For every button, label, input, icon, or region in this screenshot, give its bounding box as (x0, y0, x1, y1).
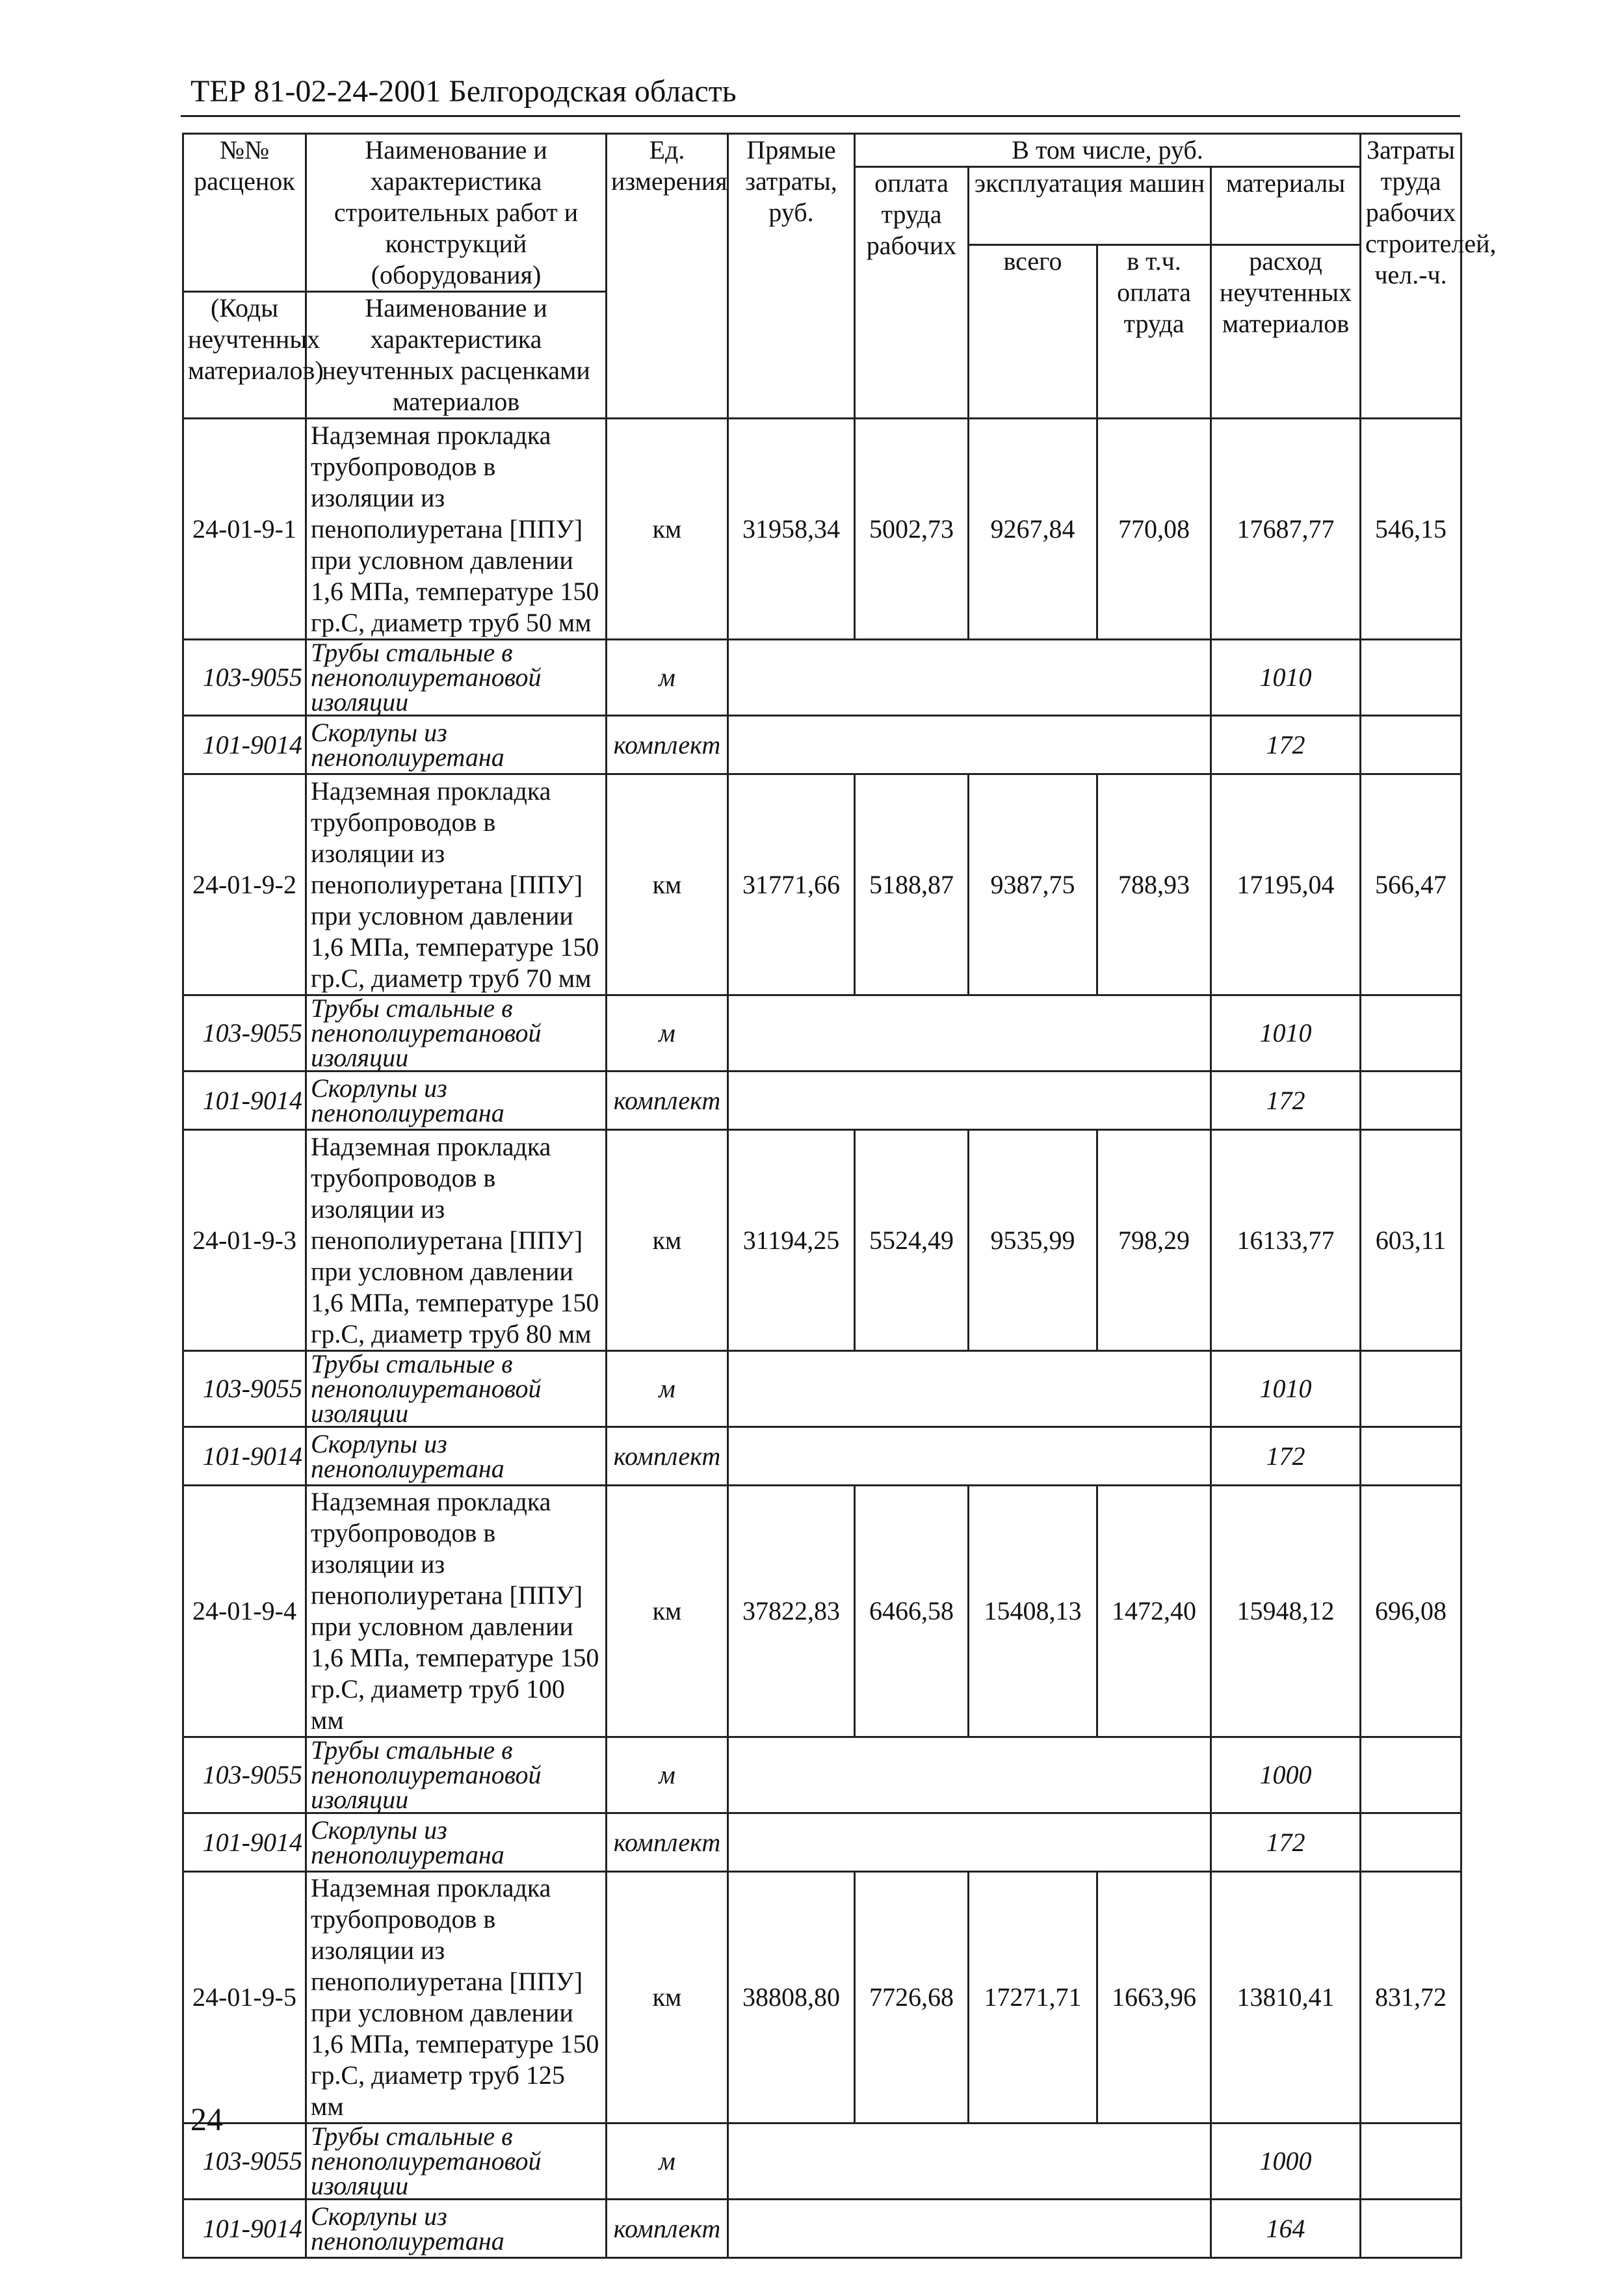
material-row (183, 2124, 1461, 2200)
rate-code: 24-01-9-3 (183, 1130, 306, 1351)
material-blank-end (1361, 2124, 1461, 2200)
rate-machines-labor: 788,93 (1097, 774, 1211, 995)
material-unit: м (607, 640, 728, 716)
header-machines: эксплуатация машин (969, 167, 1211, 245)
rate-direct-cost: 37822,83 (728, 1486, 855, 1737)
rate-labor-pay: 6466,58 (855, 1486, 969, 1737)
rate-direct-cost: 38808,80 (728, 1872, 855, 2124)
rate-materials: 17687,77 (1211, 419, 1361, 640)
material-blank (728, 1072, 1211, 1130)
material-row (183, 1072, 1461, 1130)
rate-name: Надземная прокладка трубопроводов в изоляции из пенополиуретана [ППУ] при условном давлении 1,6 МПа, температуре 150 гр.С, диаметр труб 50 мм (306, 419, 607, 640)
material-quantity: 172 (1211, 1072, 1361, 1130)
material-unit: комплект (607, 716, 728, 774)
material-code: 103-9055 (183, 1351, 306, 1427)
material-blank (728, 1351, 1211, 1427)
material-name: Трубы стальные в пенополиуретановой изоляции (306, 640, 607, 716)
material-blank (728, 1813, 1211, 1872)
header-unit: Ед. измерения (607, 134, 728, 419)
material-quantity: 172 (1211, 716, 1361, 774)
page-number: 24 (190, 2101, 223, 2137)
material-blank (728, 1737, 1211, 1813)
rate-labor-hours: 603,11 (1361, 1130, 1461, 1351)
rate-machines-labor: 1663,96 (1097, 1872, 1211, 2124)
rate-code: 24-01-9-4 (183, 1486, 306, 1737)
material-code: 103-9055 (183, 995, 306, 1072)
material-code: 103-9055 (183, 640, 306, 716)
rate-machines-total: 17271,71 (969, 1872, 1097, 2124)
rate-name: Надземная прокладка трубопроводов в изоляции из пенополиуретана [ППУ] при условном давлении 1,6 МПа, температуре 150 гр.С, диаметр труб 80 мм (306, 1130, 607, 1351)
rate-direct-cost: 31771,66 (728, 774, 855, 995)
material-row (183, 716, 1461, 774)
rate-labor-pay: 5524,49 (855, 1130, 969, 1351)
material-quantity: 164 (1211, 2200, 1361, 2258)
material-row (183, 1427, 1461, 1486)
material-name: Скорлупы из пенополиуретана (306, 1072, 607, 1130)
rate-labor-hours: 831,72 (1361, 1872, 1461, 2124)
material-blank-end (1361, 995, 1461, 1072)
material-name: Трубы стальные в пенополиуретановой изоляции (306, 2124, 607, 2200)
table-row (183, 774, 1461, 995)
header-direct: Прямые затраты, руб. (728, 134, 855, 419)
rate-materials: 16133,77 (1211, 1130, 1361, 1351)
material-blank-end (1361, 1072, 1461, 1130)
material-unit: комплект (607, 1813, 728, 1872)
material-unit: комплект (607, 1072, 728, 1130)
material-row (183, 995, 1461, 1072)
header-incl: В том числе, руб. (855, 134, 1361, 167)
rate-code: 24-01-9-1 (183, 419, 306, 640)
material-name: Скорлупы из пенополиуретана (306, 716, 607, 774)
material-unit: комплект (607, 2200, 728, 2258)
material-code: 101-9014 (183, 1072, 306, 1130)
table-row (183, 419, 1461, 640)
material-blank (728, 1427, 1211, 1486)
header-mach-incl: в т.ч. оплата труда (1097, 245, 1211, 419)
table-row (183, 1130, 1461, 1351)
rate-code: 24-01-9-2 (183, 774, 306, 995)
header-mat-consumption: расход неучтенных материалов (1211, 245, 1361, 419)
header-code: №№ расценок (183, 134, 306, 292)
table-header (183, 134, 1497, 419)
header-labor-pay: оплата труда рабочих (855, 167, 969, 419)
material-unit: м (607, 1351, 728, 1427)
rate-unit: км (607, 419, 728, 640)
rate-labor-pay: 7726,68 (855, 1872, 969, 2124)
table-row (183, 1486, 1461, 1737)
header-rule (181, 115, 1460, 117)
rate-materials: 13810,41 (1211, 1872, 1361, 2124)
rate-machines-labor: 798,29 (1097, 1130, 1211, 1351)
material-blank (728, 2200, 1211, 2258)
rate-code: 24-01-9-5 (183, 1872, 306, 2124)
rate-direct-cost: 31194,25 (728, 1130, 855, 1351)
material-quantity: 1010 (1211, 995, 1361, 1072)
material-quantity: 1010 (1211, 1351, 1361, 1427)
rate-name: Надземная прокладка трубопроводов в изоляции из пенополиуретана [ППУ] при условном давлении 1,6 МПа, температуре 150 гр.С, диаметр труб 100 мм (306, 1486, 607, 1737)
material-name: Скорлупы из пенополиуретана (306, 1427, 607, 1486)
material-unit: м (607, 995, 728, 1072)
material-name: Трубы стальные в пенополиуретановой изоляции (306, 995, 607, 1072)
material-code: 103-9055 (183, 1737, 306, 1813)
material-row (183, 1351, 1461, 1427)
material-blank (728, 995, 1211, 1072)
rate-materials: 15948,12 (1211, 1486, 1361, 1737)
material-row (183, 1737, 1461, 1813)
material-blank-end (1361, 1427, 1461, 1486)
material-quantity: 172 (1211, 1813, 1361, 1872)
rate-name: Надземная прокладка трубопроводов в изоляции из пенополиуретана [ППУ] при условном давлении 1,6 МПа, температуре 150 гр.С, диаметр труб 125 мм (306, 1872, 607, 2124)
header-code-unaccounted: (Коды неучтенных материалов) (183, 292, 306, 419)
material-row (183, 2200, 1461, 2258)
rate-labor-pay: 5002,73 (855, 419, 969, 640)
material-code: 103-9055 (183, 2124, 306, 2200)
rate-labor-hours: 546,15 (1361, 419, 1461, 640)
table-row (183, 1872, 1461, 2124)
material-blank-end (1361, 640, 1461, 716)
rate-unit: км (607, 1130, 728, 1351)
header-name: Наименование и характеристика строительных работ и конструкций (оборудования) (306, 134, 607, 292)
rate-materials: 17195,04 (1211, 774, 1361, 995)
material-blank-end (1361, 1351, 1461, 1427)
rate-labor-hours: 566,47 (1361, 774, 1461, 995)
material-name: Трубы стальные в пенополиуретановой изоляции (306, 1351, 607, 1427)
material-quantity: 1010 (1211, 640, 1361, 716)
rate-unit: км (607, 1872, 728, 2124)
material-blank (728, 716, 1211, 774)
material-code: 101-9014 (183, 2200, 306, 2258)
material-name: Трубы стальные в пенополиуретановой изоляции (306, 1737, 607, 1813)
material-code: 101-9014 (183, 1427, 306, 1486)
material-blank-end (1361, 2200, 1461, 2258)
rate-unit: км (607, 774, 728, 995)
material-blank (728, 640, 1211, 716)
header-labor-cost: Затраты труда рабочих строителей, чел.-ч. (1361, 134, 1461, 419)
header-materials: материалы (1211, 167, 1361, 245)
rate-labor-hours: 696,08 (1361, 1486, 1461, 1737)
material-unit: м (607, 1737, 728, 1813)
material-row (183, 640, 1461, 716)
header-name-unaccounted: Наименование и характеристика неучтенных расценками материалов (306, 292, 607, 419)
table-body (183, 419, 1461, 2258)
material-row (183, 1813, 1461, 1872)
material-quantity: 1000 (1211, 1737, 1361, 1813)
rate-machines-total: 9267,84 (969, 419, 1097, 640)
material-blank-end (1361, 1737, 1461, 1813)
rate-machines-total: 9535,99 (969, 1130, 1097, 1351)
material-quantity: 1000 (1211, 2124, 1361, 2200)
material-quantity: 172 (1211, 1427, 1361, 1486)
rate-machines-labor: 1472,40 (1097, 1486, 1211, 1737)
material-blank-end (1361, 1813, 1461, 1872)
rate-machines-total: 15408,13 (969, 1486, 1097, 1737)
rate-machines-total: 9387,75 (969, 774, 1097, 995)
document-header: ТЕР 81-02-24-2001 Белгородская область (190, 74, 737, 109)
rate-direct-cost: 31958,34 (728, 419, 855, 640)
rate-machines-labor: 770,08 (1097, 419, 1211, 640)
material-blank-end (1361, 716, 1461, 774)
material-unit: комплект (607, 1427, 728, 1486)
material-name: Скорлупы из пенополиуретана (306, 1813, 607, 1872)
rate-name: Надземная прокладка трубопроводов в изоляции из пенополиуретана [ППУ] при условном давлении 1,6 МПа, температуре 150 гр.С, диаметр труб 70 мм (306, 774, 607, 995)
material-unit: м (607, 2124, 728, 2200)
material-code: 101-9014 (183, 716, 306, 774)
material-name: Скорлупы из пенополиуретана (306, 2200, 607, 2258)
material-code: 101-9014 (183, 1813, 306, 1872)
header-mach-total: всего (969, 245, 1097, 419)
rate-labor-pay: 5188,87 (855, 774, 969, 995)
rates-table (182, 133, 1497, 2259)
rate-unit: км (607, 1486, 728, 1737)
material-blank (728, 2124, 1211, 2200)
